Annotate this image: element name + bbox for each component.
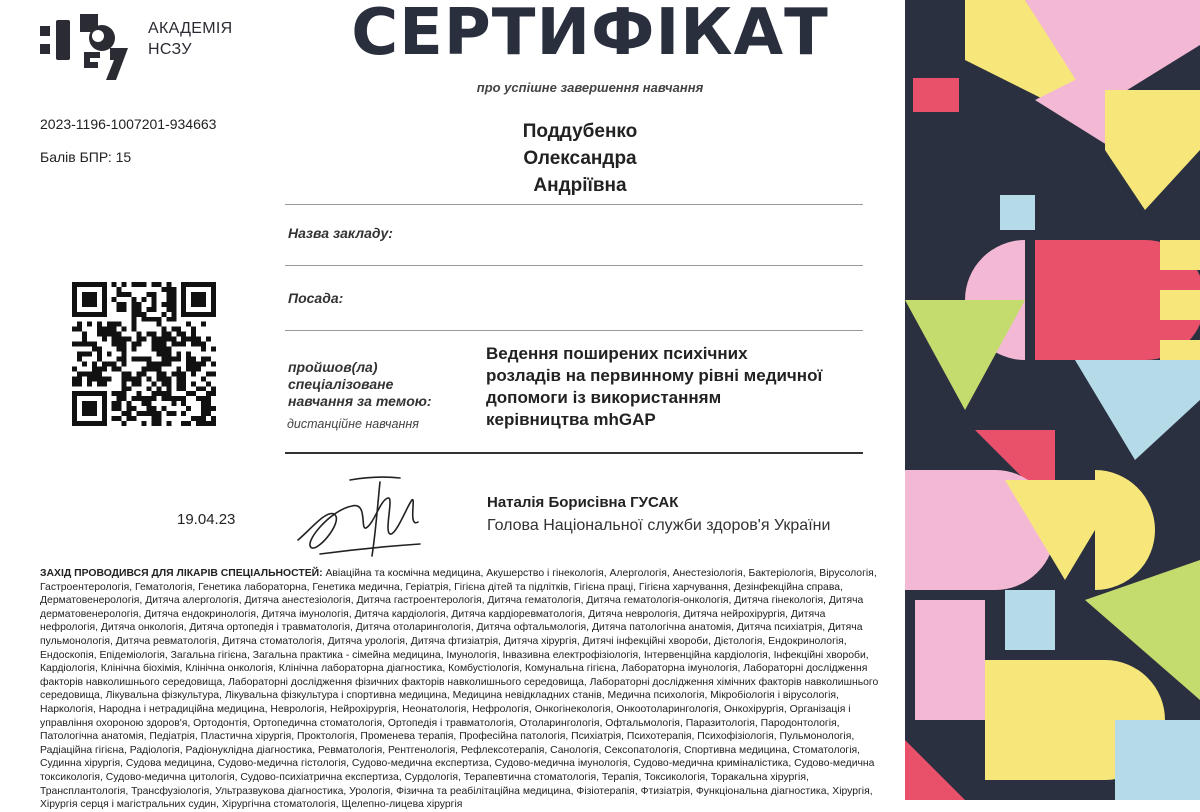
divider-course	[285, 452, 863, 454]
pattern-blue-corner	[1115, 720, 1200, 800]
issue-date: 19.04.23	[177, 511, 236, 528]
course-title-line-4: керівництва mhGAP	[486, 410, 656, 429]
divider-recipient	[285, 204, 863, 205]
course-title	[486, 343, 886, 431]
institution-label: Назва закладу:	[288, 225, 393, 241]
course-title-line-3: допомоги із використанням	[486, 388, 722, 407]
pattern-yellow-rect	[1160, 240, 1200, 270]
logo-text	[148, 18, 232, 60]
logo-line-2: НСЗУ	[148, 41, 192, 58]
completed-label-line-1: пройшов(ла)	[288, 359, 378, 375]
specialties-list	[40, 567, 882, 812]
recipient-first-name: Олександра	[523, 148, 637, 169]
divider-institution	[285, 265, 863, 266]
certificate-subtitle: про успішне завершення навчання	[476, 80, 704, 95]
course-title-line-2: розладів на первинному рівні медичної	[486, 366, 823, 385]
completed-label	[288, 359, 432, 410]
recipient-surname: Поддубенко	[522, 121, 638, 142]
pattern-pink-rect-lower	[915, 600, 985, 720]
recipient-patronymic: Андріївна	[533, 175, 627, 196]
divider-position	[285, 330, 863, 331]
position-label: Посада:	[288, 290, 344, 306]
certificate-title: СЕРТИФІКАТ	[351, 0, 829, 70]
course-title-line-1: Ведення поширених психічних	[486, 344, 748, 363]
signer-position: Голова Національної служби здоров'я України	[487, 517, 831, 534]
pattern-yellow-rect-2	[1160, 290, 1200, 320]
specialties-heading: ЗАХІД ПРОВОДИВСЯ ДЛЯ ЛІКАРІВ СПЕЦІАЛЬНОСТЕЙ:	[40, 568, 323, 579]
points: Балів БПР: 15	[40, 149, 132, 165]
specialties-text: Авіаційна та космічна медицина, Акушерство і гінекологія, Алергологія, Анестезіологія, Бактеріологія, Вірусологія, Гастроентерологія, Гематологія, Генетика лабораторна, Генетика медична, Геріатрія, Гігієна дітей та підлітків, Гігієна праці, Гігієна харчування, Дезінфекційна справа, Дерматовенерологія, Дитяча алергологія, Дитяча анестезіологія, Дитяча гастроентерологія, Дитяча гематологія, Дитяча гематологія-онкологія, Дитяча гінекологія, Дитяча дерматовенерологія, Дитяча ендокринологія, Дитяча імунологія, Дитяча кардіологія, Дитяча кардіоревматологія, Дитяча неврологія, Дитяча нейрохірургія, Дитяча нефрологія, Дитяча онкологія, Дитяча ортопедія і травматологія, Дитяча отоларингологія, Дитяча офтальмологія, Дитяча патологічна анатомія, Дитяча психіатрія, Дитяча пульмонологія, Дитяча ревматологія, Дитяча стоматологія, Дитяча урологія, Дитяча фтизіатрія, Дитяча хірургія, Дитячі інфекційні хвороби, Дієтологія, Ендокринологія, Ендоскопія, Епідеміологія, Загальна гігієна, Загальна практика - сімейна медицина, Імунологія, Інвазивна електрофізіологія, Інтервенційна кардіологія, Інфекційні хвороби, Кардіологія, Клінічна біохімія, Клінічна онкологія, Клінічна лабораторна діагностика, Комбустіологія, Комунальна гігієна, Лабораторна імунологія, Лабораторні дослідження факторів навколишнього середовища, Лабораторні дослідження фізичних факторів навколишнього середовища, Лабораторні дослідження хімічних факторів навколишнього середовища, Лікувальна фізкультура, Лікувальна фізкультура і спортивна медицина, Медицина невідкладних станів, Медична психологія, Мікробіологія і вірусологія, Наркологія, Народна і нетрадиційна медицина, Неврологія, Нейрохірургія, Неонатологія, Нефрологія, Онкогінекологія, Онкоотоларингологія, Онкохірургія, Організація і управління охороною здоров'я, Ортодонтія, Ортопедична стоматологія, Ортопедія і травматологія, Отоларингологія, Офтальмологія, Паразитологія, Пародонтологія, Патологічна анатомія, Педіатрія, Пластична хірургія, Проктологія, Променева терапія, Професійна патологія, Психіатрія, Психотерапія, Психофізіологія, Пульмонологія, Радіаційна гігієна, Радіологія, Радіонуклідна діагностика, Ревматологія, Рентгенологія, Рефлексотерапія, Санологія, Сексопатологія, Спортивна медицина, Стоматологія, Судинна хірургія, Судова медицина, Судово-медична гістологія, Судово-медична експертиза, Судово-медична імунологія, Судово-медична криміналістика, Судово-медична токсикологія, Судово-медична цитологія, Судово-психіатрична експертиза, Сурдологія, Терапевтична стоматологія, Терапія, Токсикологія, Торакальна хірургія, Трансплантологія, Трансфузіологія, Ультразвукова діагностика, Урологія, Фізична та реабілітаційна медицина, Фізіотерапія, Фтизіатрія, Функціональна діагностика, Хірургія, Хірургія серця і магістральних судин, Хірургічна стоматологія, Щелепно-лицева хірургія	[40, 568, 879, 811]
decorative-pattern	[905, 0, 1200, 800]
logo-line-1: АКАДЕМІЯ	[148, 20, 233, 37]
training-mode: дистанційне навчання	[287, 417, 419, 431]
qr-code	[72, 282, 216, 426]
pattern-red-square-top	[913, 78, 959, 112]
recipient-name	[440, 118, 720, 199]
completed-label-line-3: навчання за темою:	[288, 393, 432, 409]
pattern-blue-rect-lower	[1005, 590, 1055, 650]
signature	[290, 470, 430, 562]
completed-label-line-2: спеціалізоване	[288, 376, 394, 392]
certificate-number: 2023-1196-1007201-934663	[40, 116, 217, 132]
signer-name: Наталія Борисівна ГУСАК	[487, 494, 679, 511]
pattern-blue-square	[1000, 195, 1035, 230]
